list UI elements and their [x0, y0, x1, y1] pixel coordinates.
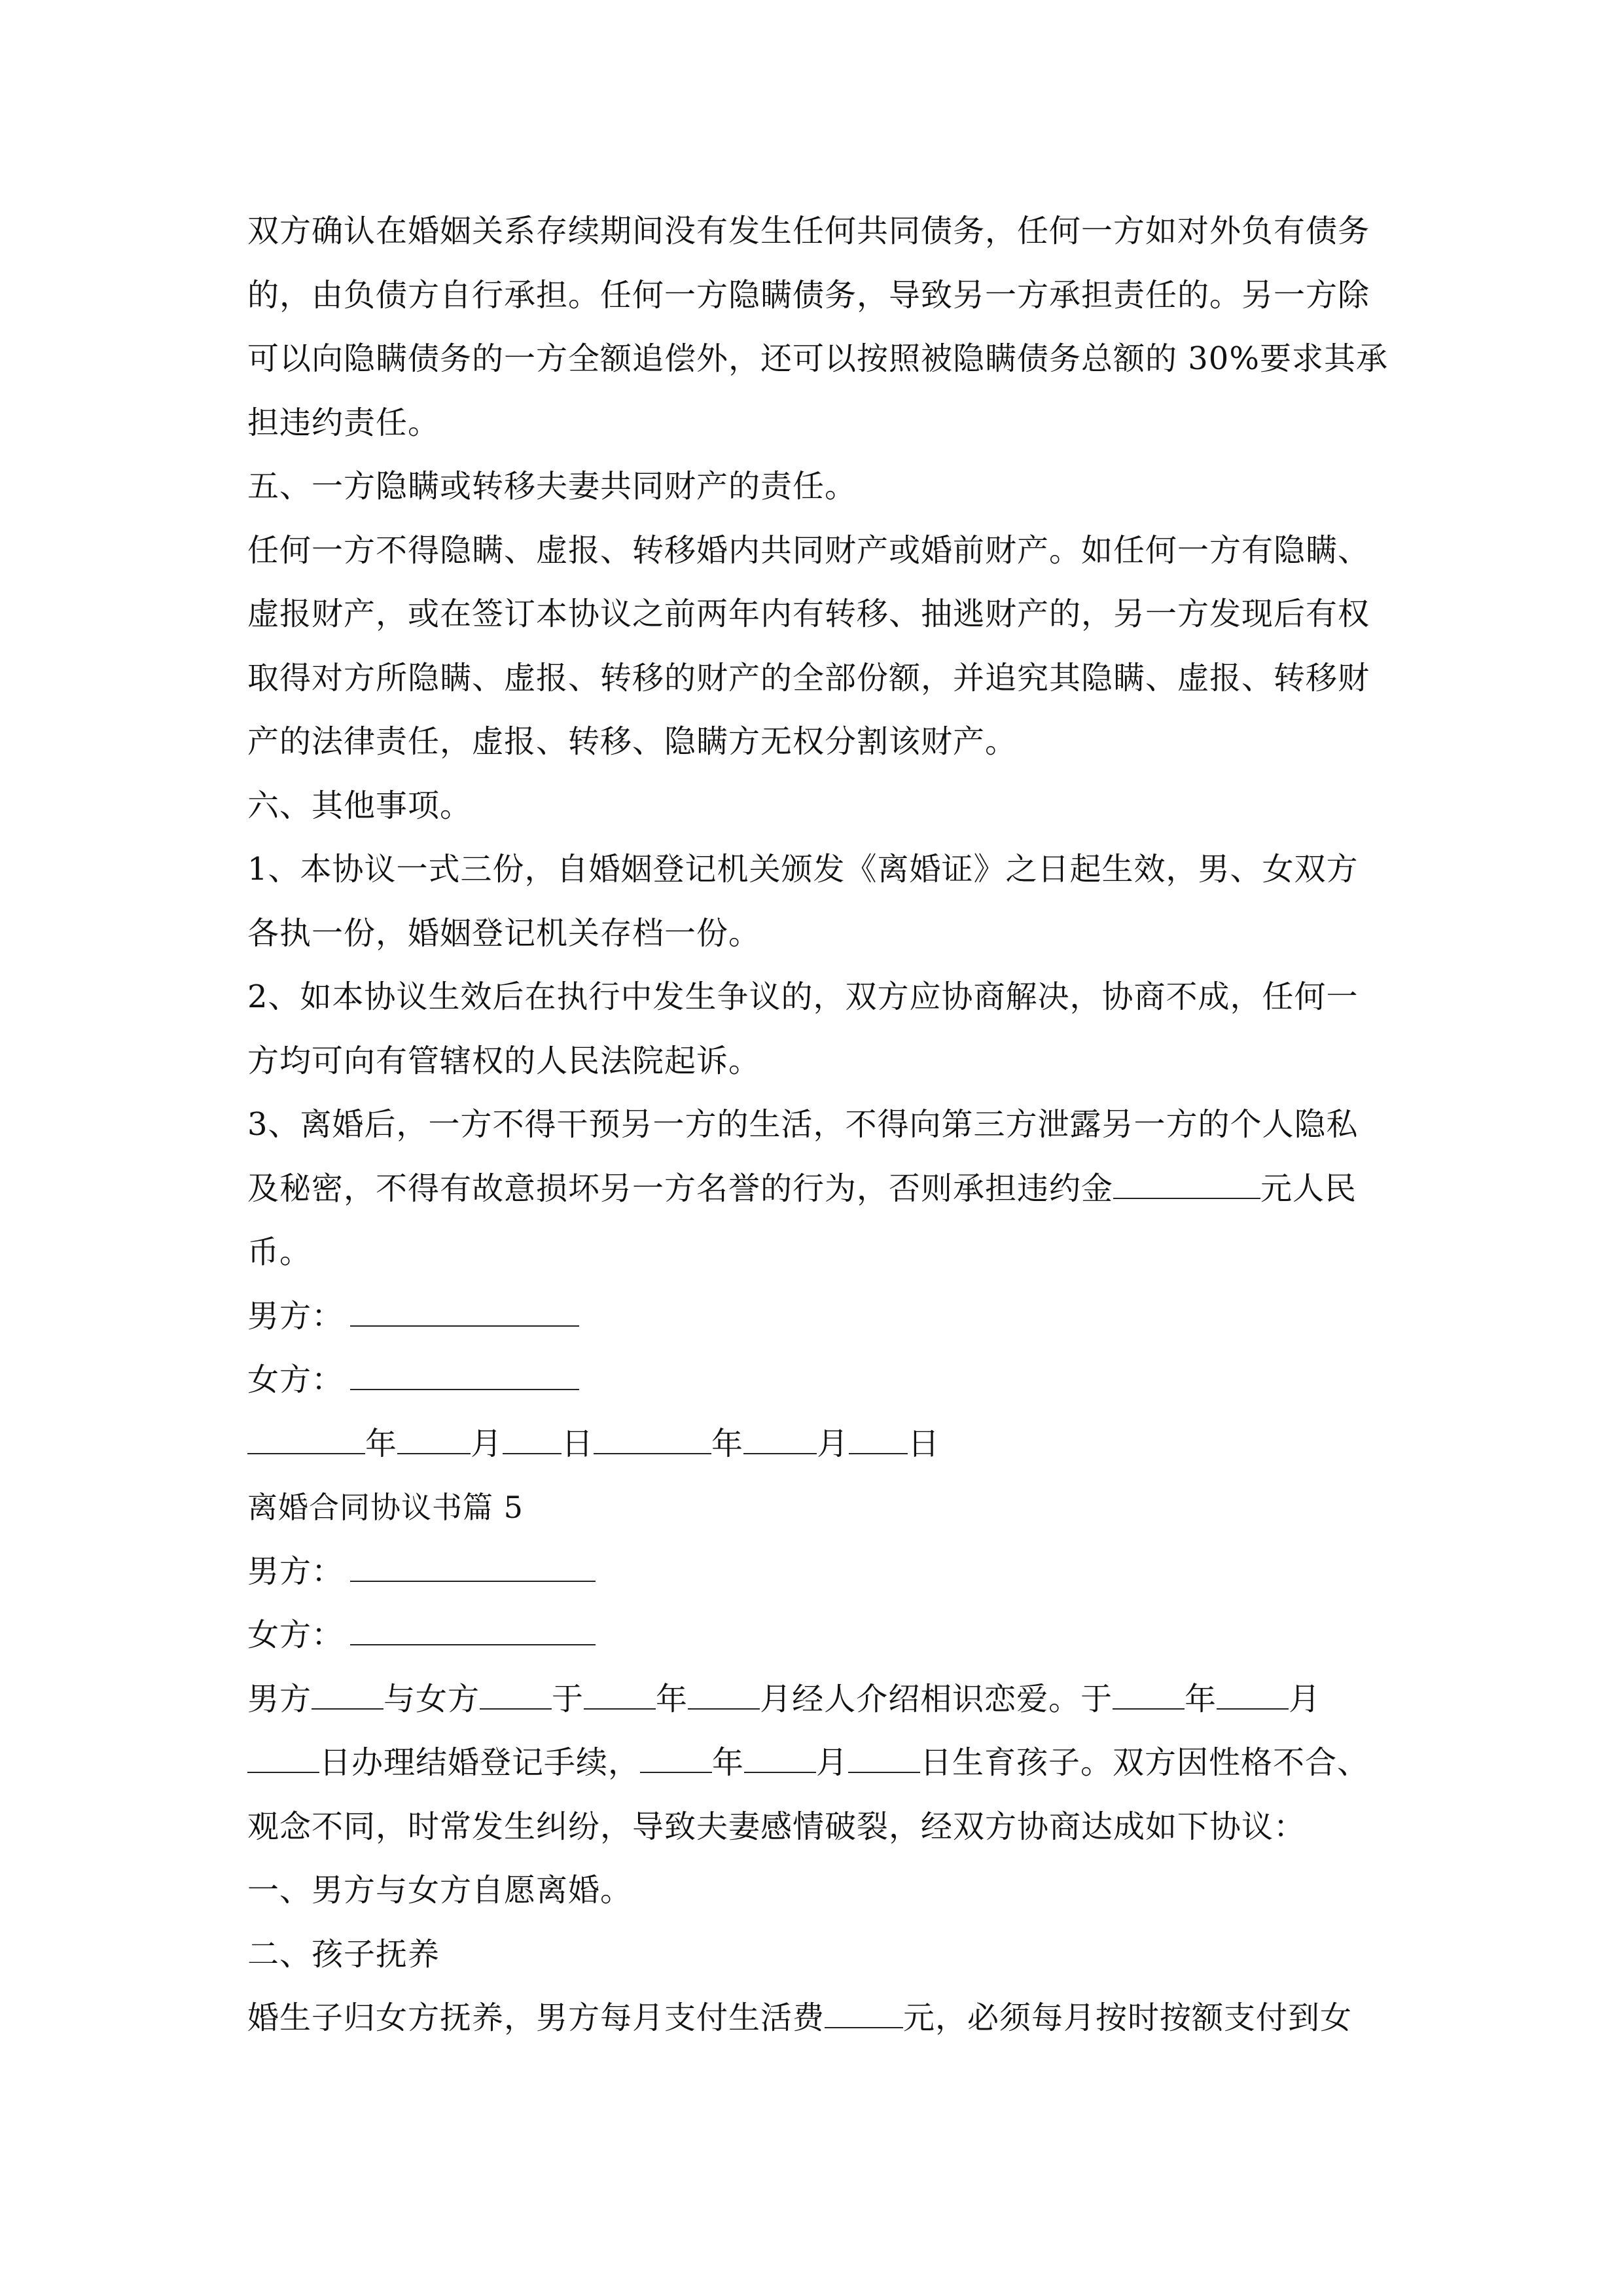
day-blank: [848, 1746, 920, 1773]
paragraph-line: 取得对方所隐瞒、虚报、转移的财产的全部份额，并追究其隐瞒、虚报、转移财: [247, 659, 1370, 696]
year-label: 年: [365, 1425, 398, 1462]
female-signature-blank: [350, 1363, 579, 1390]
day-blank: [849, 1427, 908, 1454]
signature-line-female: [247, 1348, 1389, 1412]
paragraph-line: 虚报财产，或在签订本协议之前两年内有转移、抽逃财产的，另一方发现后有权: [247, 596, 1370, 632]
day-label: 日: [562, 1425, 594, 1462]
list-item-line: 各执一份，婚姻登记机关存档一份。: [247, 914, 761, 952]
paragraph-line: 任何一方不得隐瞒、虚报、转移婚内共同财产或婚前财产。如任何一方有隐瞒、: [247, 531, 1370, 569]
female-label: 女方：: [247, 1617, 344, 1653]
text-span: 月经人介绍相识恋爱。于: [760, 1680, 1113, 1717]
document-page: [247, 200, 1389, 2051]
text-span: 男方: [247, 1680, 312, 1717]
female-name-blank: [480, 1682, 552, 1710]
signature-line-male: [247, 1285, 1389, 1349]
male-label: 男方：: [247, 1297, 344, 1335]
year-blank: [247, 1427, 365, 1454]
month-blank: [1217, 1682, 1289, 1710]
text-span: 元，必须每月按时按额支付到女: [903, 2000, 1353, 2036]
male-name-blank: [312, 1682, 383, 1710]
month-label: 月: [816, 1744, 849, 1781]
month-label: 月: [1289, 1680, 1321, 1717]
year-label: 年: [711, 1425, 744, 1462]
month-blank: [688, 1682, 760, 1710]
paragraph-line: [247, 1668, 1389, 1732]
signature-line-female: [247, 1604, 1389, 1668]
article-title: 离婚合同协议书篇 5: [247, 1490, 524, 1525]
paragraph-line: 的，由负债方自行承担。任何一方隐瞒债务，导致另一方承担责任的。另一方除: [247, 276, 1370, 314]
female-signature-blank: [350, 1618, 596, 1645]
date-line: [247, 1412, 1389, 1477]
section-heading: 一、男方与女方自愿离婚。: [247, 1872, 633, 1909]
penalty-amount-blank: [1113, 1172, 1260, 1199]
paragraph-line: [247, 1986, 1389, 2051]
year-label: 年: [656, 1680, 688, 1717]
list-item-line: 币。: [247, 1234, 312, 1270]
list-item-line: 1、本协议一式三份，自婚姻登记机关颁发《离婚证》之日起生效，男、女双方: [247, 851, 1359, 888]
year-label: 年: [712, 1744, 745, 1781]
day-blank: [247, 1746, 319, 1773]
male-signature-blank: [350, 1299, 579, 1327]
month-blank: [744, 1746, 816, 1773]
male-label: 男方：: [247, 1552, 344, 1590]
text-span: 日生育孩子。双方因性格不合、: [920, 1744, 1370, 1781]
year-blank: [1113, 1682, 1185, 1710]
paragraph-line: 双方确认在婚姻关系存续期间没有发生任何共同债务，任何一方如对外负有债务: [247, 213, 1370, 249]
day-label: 日: [908, 1425, 940, 1462]
section-heading: 二、孩子抚养: [247, 1935, 440, 1973]
paragraph-line: 担违约责任。: [247, 404, 440, 441]
list-item-line: 2、如本协议生效后在执行中发生争议的，双方应协商解决，协商不成，任何一: [247, 978, 1359, 1015]
year-blank: [640, 1746, 712, 1773]
paragraph-line: [247, 1731, 1389, 1795]
signature-line-male: [247, 1540, 1389, 1604]
section-heading: 五、一方隐瞒或转移夫妻共同财产的责任。: [247, 468, 857, 505]
text-span: 元人民: [1260, 1170, 1357, 1207]
text-span: 于: [552, 1680, 584, 1717]
list-item-line: 3、离婚后，一方不得干预另一方的生活，不得向第三方泄露另一方的个人隐私: [247, 1106, 1359, 1143]
year-blank: [594, 1427, 711, 1454]
day-blank: [503, 1427, 562, 1454]
text-span: 与女方: [383, 1680, 480, 1717]
paragraph-line: 观念不同，时常发生纠纷，导致夫妻感情破裂，经双方协商达成如下协议：: [247, 1808, 1306, 1845]
month-label: 月: [471, 1425, 503, 1462]
year-label: 年: [1185, 1680, 1217, 1717]
paragraph-line: 产的法律责任，虚报、转移、隐瞒方无权分割该财产。: [247, 723, 1018, 760]
year-blank: [584, 1682, 656, 1710]
list-item-line: 方均可向有管辖权的人民法院起诉。: [247, 1042, 761, 1079]
text-span: 及秘密，不得有故意损坏另一方名誉的行为，否则承担违约金: [247, 1170, 1114, 1207]
month-blank: [743, 1427, 817, 1454]
month-blank: [397, 1427, 471, 1454]
section-heading: 六、其他事项。: [247, 787, 473, 824]
list-item-line: [247, 1157, 1389, 1221]
text-span: 婚生子归女方抚养，男方每月支付生活费: [247, 2000, 825, 2036]
month-label: 月: [817, 1425, 849, 1462]
living-fee-blank: [825, 2001, 903, 2028]
text-span: 日办理结婚登记手续，: [319, 1744, 641, 1781]
paragraph-line: 可以向隐瞒债务的一方全额追偿外，还可以按照被隐瞒债务总额的 30%要求其承: [247, 340, 1388, 377]
female-label: 女方：: [247, 1361, 344, 1398]
male-signature-blank: [350, 1554, 596, 1582]
